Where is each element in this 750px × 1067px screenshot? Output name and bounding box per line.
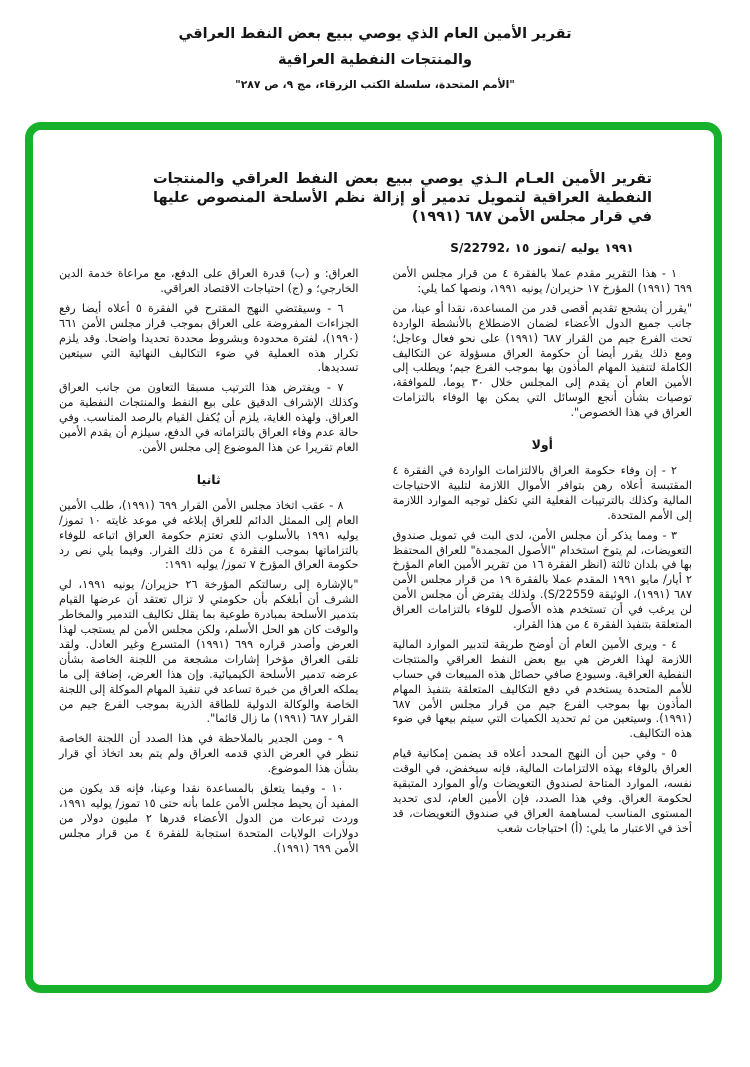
doc-date-month-arabic: تموز/ <box>534 241 566 255</box>
paragraph: ١٠ - وفيما يتعلق بالمساعدة نقدا وعينا، فإنه قد يكون من المفيد أن يحيط مجلس الأمن علما بأنه حتى ١٥ تموز/ يوليه ١٩٩١، وردت تبرعات من الدول الأعضاء قدرها ٢ مليون دولار من دولارات الولايات المتحدة استجابة للفقرة ٤ من قرار مجلس الأمن ٦٩٩ (١٩٩١). <box>59 782 359 855</box>
text-columns <box>59 267 692 862</box>
column-right <box>393 267 693 842</box>
paragraph: ٤ - ويرى الأمين العام أن أوضح طريقة لتدبير الموارد المالية اللازمة لهذا الغرض هي بيع بعض النفط العراقي والمنتجات النفطية العراقية. وسيودع صافي حصائل هذه المبيعات في حساب للأمم المتحدة يستخدم في دفع التكاليف المتعلقة بتنفيذ المهام المأذون بها بموجب الفرع جيم من قرار مجلس الأمن ٦٨٧ (١٩٩١). وسيتعين من ثم تحديد الكميات التي سيتم بيعها في ضوء هذه التكاليف. <box>392 637 692 741</box>
document-frame <box>25 122 722 993</box>
document-title: تقرير الأمين العـام الـذي يوصي ببيع بعض النفط العراقي والمنتجات النفطية العراقية لتمويل تدمير أو إزالة نظم الأسلحة المنصوص عليها في قرار مجلس الأمن ٦٨٧ (١٩٩١) <box>153 171 652 225</box>
header-title-line-2: والمنتجات النفطية العراقية <box>278 52 472 68</box>
section-heading: ثانيا <box>196 471 221 487</box>
paragraph: ٦ - وسيقتضي النهج المقترح في الفقرة ٥ أعلاه أيضا رفع الجزاءات المفروضة على العراق بموجب قرار مجلس الأمن ٦٦١ (١٩٩٠)، لفترة محدودة وبشروط محددة تحديدا واضحا. وقد يلزم تكرار هذه العملية في ضوء التكاليف النهائية التي سيتعين تسديدها. <box>59 301 359 375</box>
doc-date-month-gregorian: يوليه <box>570 241 600 255</box>
quoted-paragraph: "بالإشارة إلى رسالتكم المؤرخة ٢٦ حزيران/ يونيه ١٩٩١، لي الشرف أن أبلغكم بأن حكومتي لا تزال تعتقد أن عرضها القيام بتدمير الأسلحة بمبادرة طوعية بما يقلل تكاليف التدمير والمخاطر والوقت كان هو الحل الأسلم، ولكن مجلس الأمن لم يستجب لهذا العرض وأصدر قراره ٦٩٩ (١٩٩١) المتسرع وغير العادل. ولقد تلقى العراق مؤخرا إشارات مشجعة من اللجنة الخاصة بشأن عرضه تدمير الأسلحة الكيميائية. وإن هذا العرض، إضافة إلى ما يملكه العراق من خبرة تساعد في تنفيذ المهام الموكلة إلى اللجنة الخاصة والوكالة الدولية للطاقة الذرية بموجب الفرع جيم من القرار ٦٨٧ (١٩٩١) ما زال قائما". <box>59 578 359 726</box>
paragraph: ٨ - عقب اتخاذ مجلس الأمن القرار ٦٩٩ (١٩٩١)، طلب الأمين العام إلى الممثل الدائم للعراق إبلاغه في موعد غايته ١٠ تموز/ يوليه ١٩٩١ بالأسلوب الذي تعتزم حكومة العراق اتباعه للوفاء بالتزاماتها بموجب الفقرة ٤ من ذلك القرار. وفيما يلي نص رد حكومة العراق المؤرخ ٧ تموز/ يوليه ١٩٩١: <box>59 498 359 572</box>
paragraph: ٥ - وفي حين أن النهج المحدد أعلاه قد يضمن إمكانية قيام العراق بالوفاء بهذه الالتزامات المالية، فإنه سيخفض، في الوقت نفسه، الموارد المتاحة لصندوق التعويضات و/أو الموارد المتبقية لحكومة العراق. وفي هذا الصدد، فإن الأمين العام، لدى تحديد المستوى المناسب لمساهمة العراق في صندوق التعويضات، قد أخذ في الاعتبار ما يلي: (أ) احتياجات شعب <box>392 747 692 835</box>
quoted-paragraph: "يقرر أن يشجع تقديم أقصى قدر من المساعدة، نقدا أو عينا، من جانب جميع الدول الأعضاء لضمان الاضطلاع بالأنشطة الواردة تحت الفرع جيم من القرار ٦٨٧ (١٩٩١) على نحو فعال وعاجل؛ ومع ذلك يقرر أيضا أن حكومة العراق مسؤولة عن التكاليف الكاملة لتنفيذ المهام المأذون بها بموجب الفرع جيم؛ ويطلب إلى الأمين العام أن يقدم إلى المجلس خلال ٣٠ يوما، للموافقة، توصيات بشأن أنجع الوسائل التي يمكن بها الوفاء بالتزامات العراق في هذا الخصوص". <box>392 301 693 420</box>
paragraph: ١ - هذا التقرير مقدم عملا بالفقرة ٤ من قرار مجلس الأمن ٦٩٩ (١٩٩١) المؤرخ ١٧ حزيران/ يونيه ١٩٩١، ونصها كما يلي: <box>392 267 692 295</box>
paragraph: ٧ - ويفترض هذا الترتيب مسبقا التعاون من جانب العراق وكذلك الإشراف الدقيق على بيع النفط والمنتجات النفطية من العراق. ولهذه الغاية، يلزم أن يُكفل القيام بالرصد المناسب. وفي حالة عدم وفاء العراق بالتزاماته في الدفع، سيلزم أن يقدم الأمين العام تقريرا عن هذا الموضوع إلى مجلس الأمن. <box>59 381 359 454</box>
paragraph: العراق: و (ب) قدرة العراق على الدفع، مع مراعاة خدمة الدين الخارجي؛ و (ج) احتياجات الاقتصاد العراقي. <box>59 267 359 295</box>
document-reference <box>392 241 692 255</box>
document-header <box>0 26 750 91</box>
paragraph: ٢ - إن وفاء حكومة العراق بالالتزامات الواردة في الفقرة ٤ المقتبسة أعلاه رهن بتوافر الأموال اللازمة لتلبية الاحتياجات المالية وكذلك بالترتيبات الفعلية التي تكفل توجيه الموارد اللازمة إلى الأمم المتحدة. <box>392 463 692 522</box>
paragraph: ٣ - ومما يذكر أن مجلس الأمن، لدى البت في تمويل صندوق التعويضات، لم يتوخ استخدام "الأصول المجمدة" للعراق المحتفظ بها في بلدان ثالثة (انظر الفقرة ١٦ من تقرير الأمين العام المؤرخ ٢ أيار/ مايو ١٩٩١ المقدم عملا بالفقرة ١٩ من قرار مجلس الأمن ٦٨٧ (١٩٩١)، الوثيقة S/22559). ولذلك يفترض أن مجلس الأمن لن يرغب في أن تستخدم هذه الأصول للوفاء بالتزامات العراق المتعلقة بتنفيذ الفقرة ٤ من هذا القرار. <box>392 528 693 632</box>
document-body <box>33 130 714 985</box>
column-left <box>59 267 359 862</box>
header-source-line: "الأمم المتحدة، سلسلة الكتب الزرقاء، مج ٩، ص ٢٨٧" <box>235 78 515 91</box>
section-heading: أولا <box>531 437 553 453</box>
paragraph: ٩ - ومن الجدير بالملاحظة في هذا الصدد أن اللجنة الخاصة تنظر في العرض الذي قدمه العراق ولم يتم بعد اتخاذ أي قرار بشأن هذا الموضوع. <box>59 732 359 776</box>
header-title-line-1: تقرير الأمين العام الذي يوصي ببيع بعض النفط العراقي <box>178 26 572 42</box>
doc-symbol: S/22792، <box>450 241 510 255</box>
doc-date-day: ١٥ <box>514 241 530 255</box>
doc-date-year: ١٩٩١ <box>604 241 634 255</box>
